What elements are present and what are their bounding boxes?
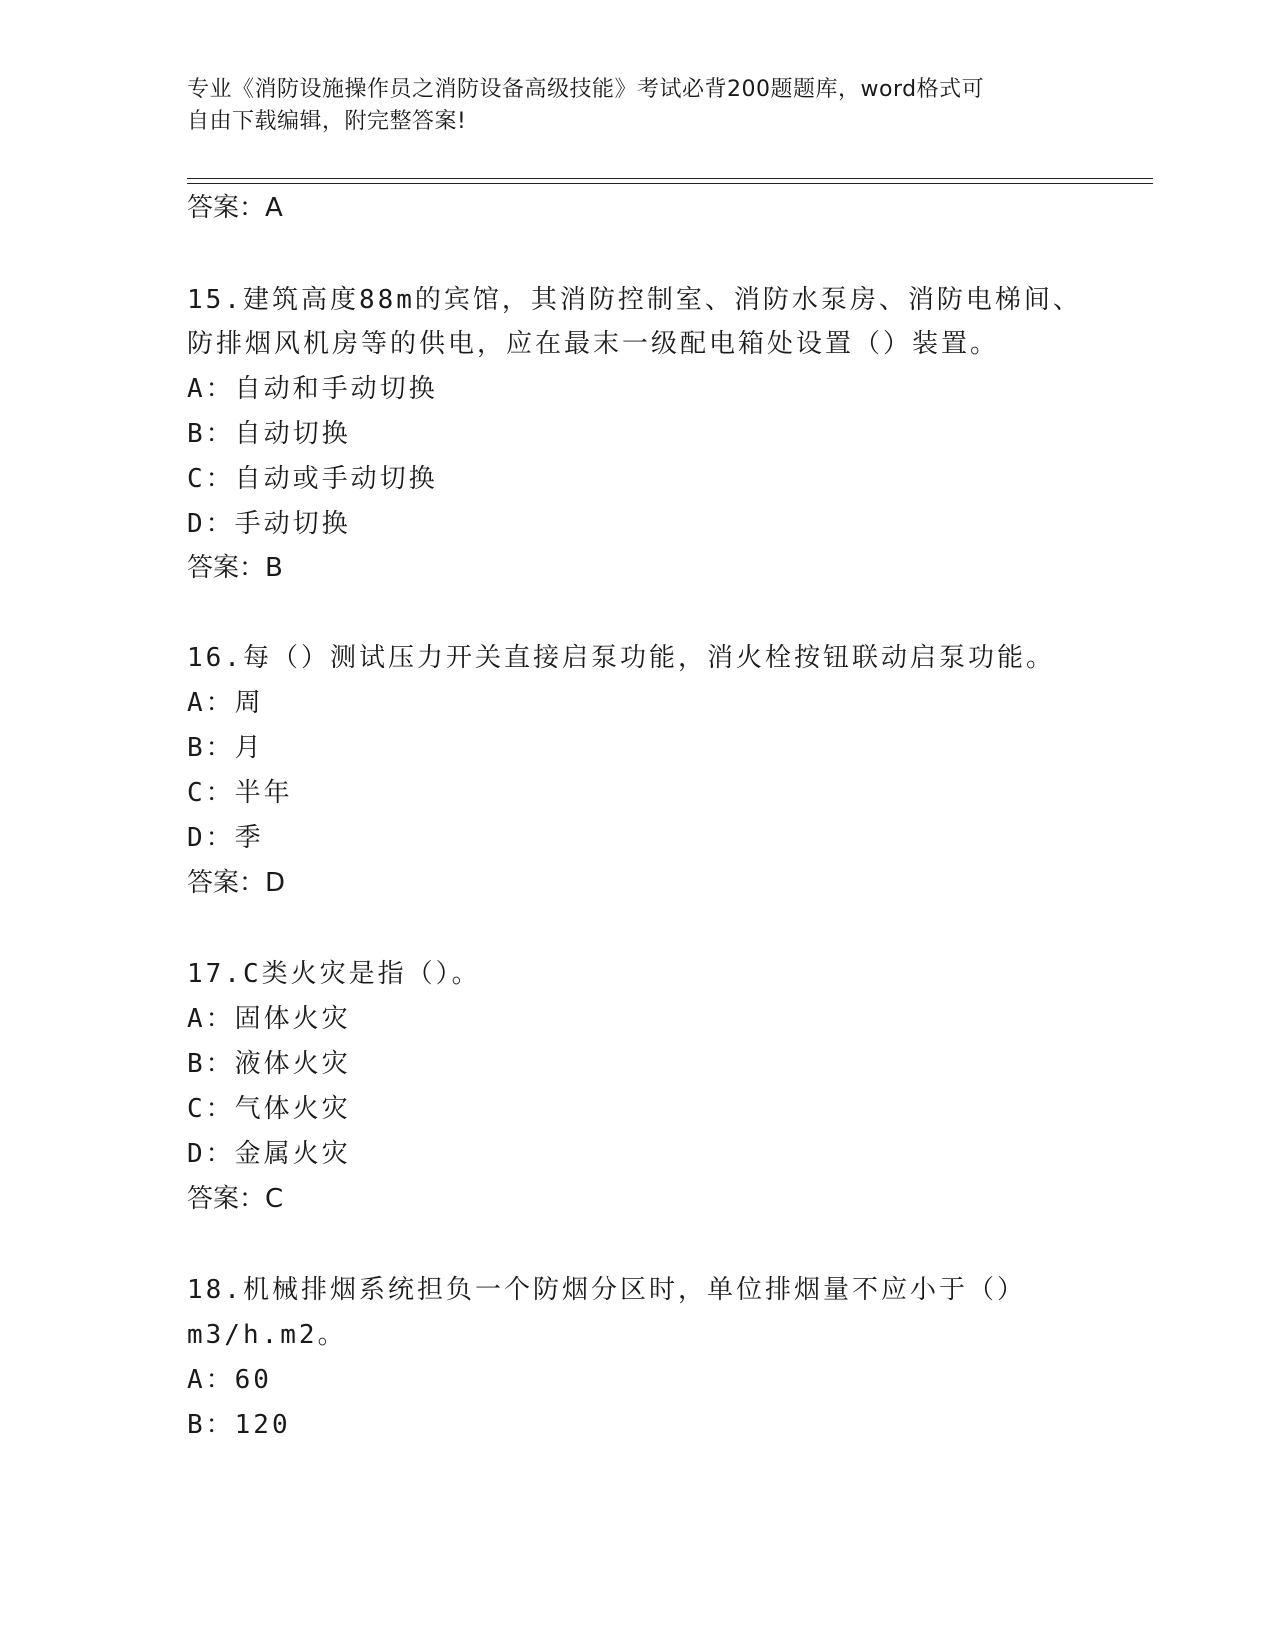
answer-q17: 答案：C <box>187 1184 284 1214</box>
question-18-text-line-2: m3/h.m2。 <box>187 1320 347 1350</box>
question-18-option-b: B：120 <box>187 1410 291 1440</box>
question-17-option-a: A：固体火灾 <box>187 1004 351 1034</box>
question-18-option-a: A：60 <box>187 1365 272 1395</box>
question-17-option-d: D：金属火灾 <box>187 1139 351 1169</box>
question-15-text-line-2: 防排烟风机房等的供电，应在最末一级配电箱处设置（）装置。 <box>187 329 1000 359</box>
question-18-text-line-1: 18.机械排烟系统担负一个防烟分区时，单位排烟量不应小于（） <box>187 1275 1026 1305</box>
header-line-1: 专业《消防设施操作员之消防设备高级技能》考试必背200题题库，word格式可 <box>187 77 985 102</box>
answer-q14: 答案：A <box>187 193 283 223</box>
answer-q15: 答案：B <box>187 553 283 583</box>
question-16-option-c: C：半年 <box>187 778 293 808</box>
question-16-option-b: B：月 <box>187 733 264 763</box>
question-15-option-a: A：自动和手动切换 <box>187 374 438 404</box>
header-divider-top <box>187 178 1153 179</box>
question-15-text-line-1: 15.建筑高度88m的宾馆，其消防控制室、消防水泵房、消防电梯间、 <box>187 285 1082 315</box>
answer-q16: 答案：D <box>187 868 286 898</box>
question-17-option-c: C：气体火灾 <box>187 1094 351 1124</box>
question-16-text-line-1: 16.每（）测试压力开关直接启泵功能，消火栓按钮联动启泵功能。 <box>187 643 1055 673</box>
question-16-option-d: D：季 <box>187 823 264 853</box>
question-16-option-a: A：周 <box>187 688 264 718</box>
document-header <box>187 74 1067 138</box>
question-17-option-b: B：液体火灾 <box>187 1049 351 1079</box>
question-17-text-line-1: 17.C类火灾是指（）。 <box>187 959 481 989</box>
question-15-option-b: B：自动切换 <box>187 419 351 449</box>
question-15-option-d: D：手动切换 <box>187 509 351 539</box>
question-15-option-c: C：自动或手动切换 <box>187 464 438 494</box>
header-line-2: 自由下载编辑，附完整答案! <box>187 109 467 134</box>
header-divider-bottom <box>187 183 1153 184</box>
